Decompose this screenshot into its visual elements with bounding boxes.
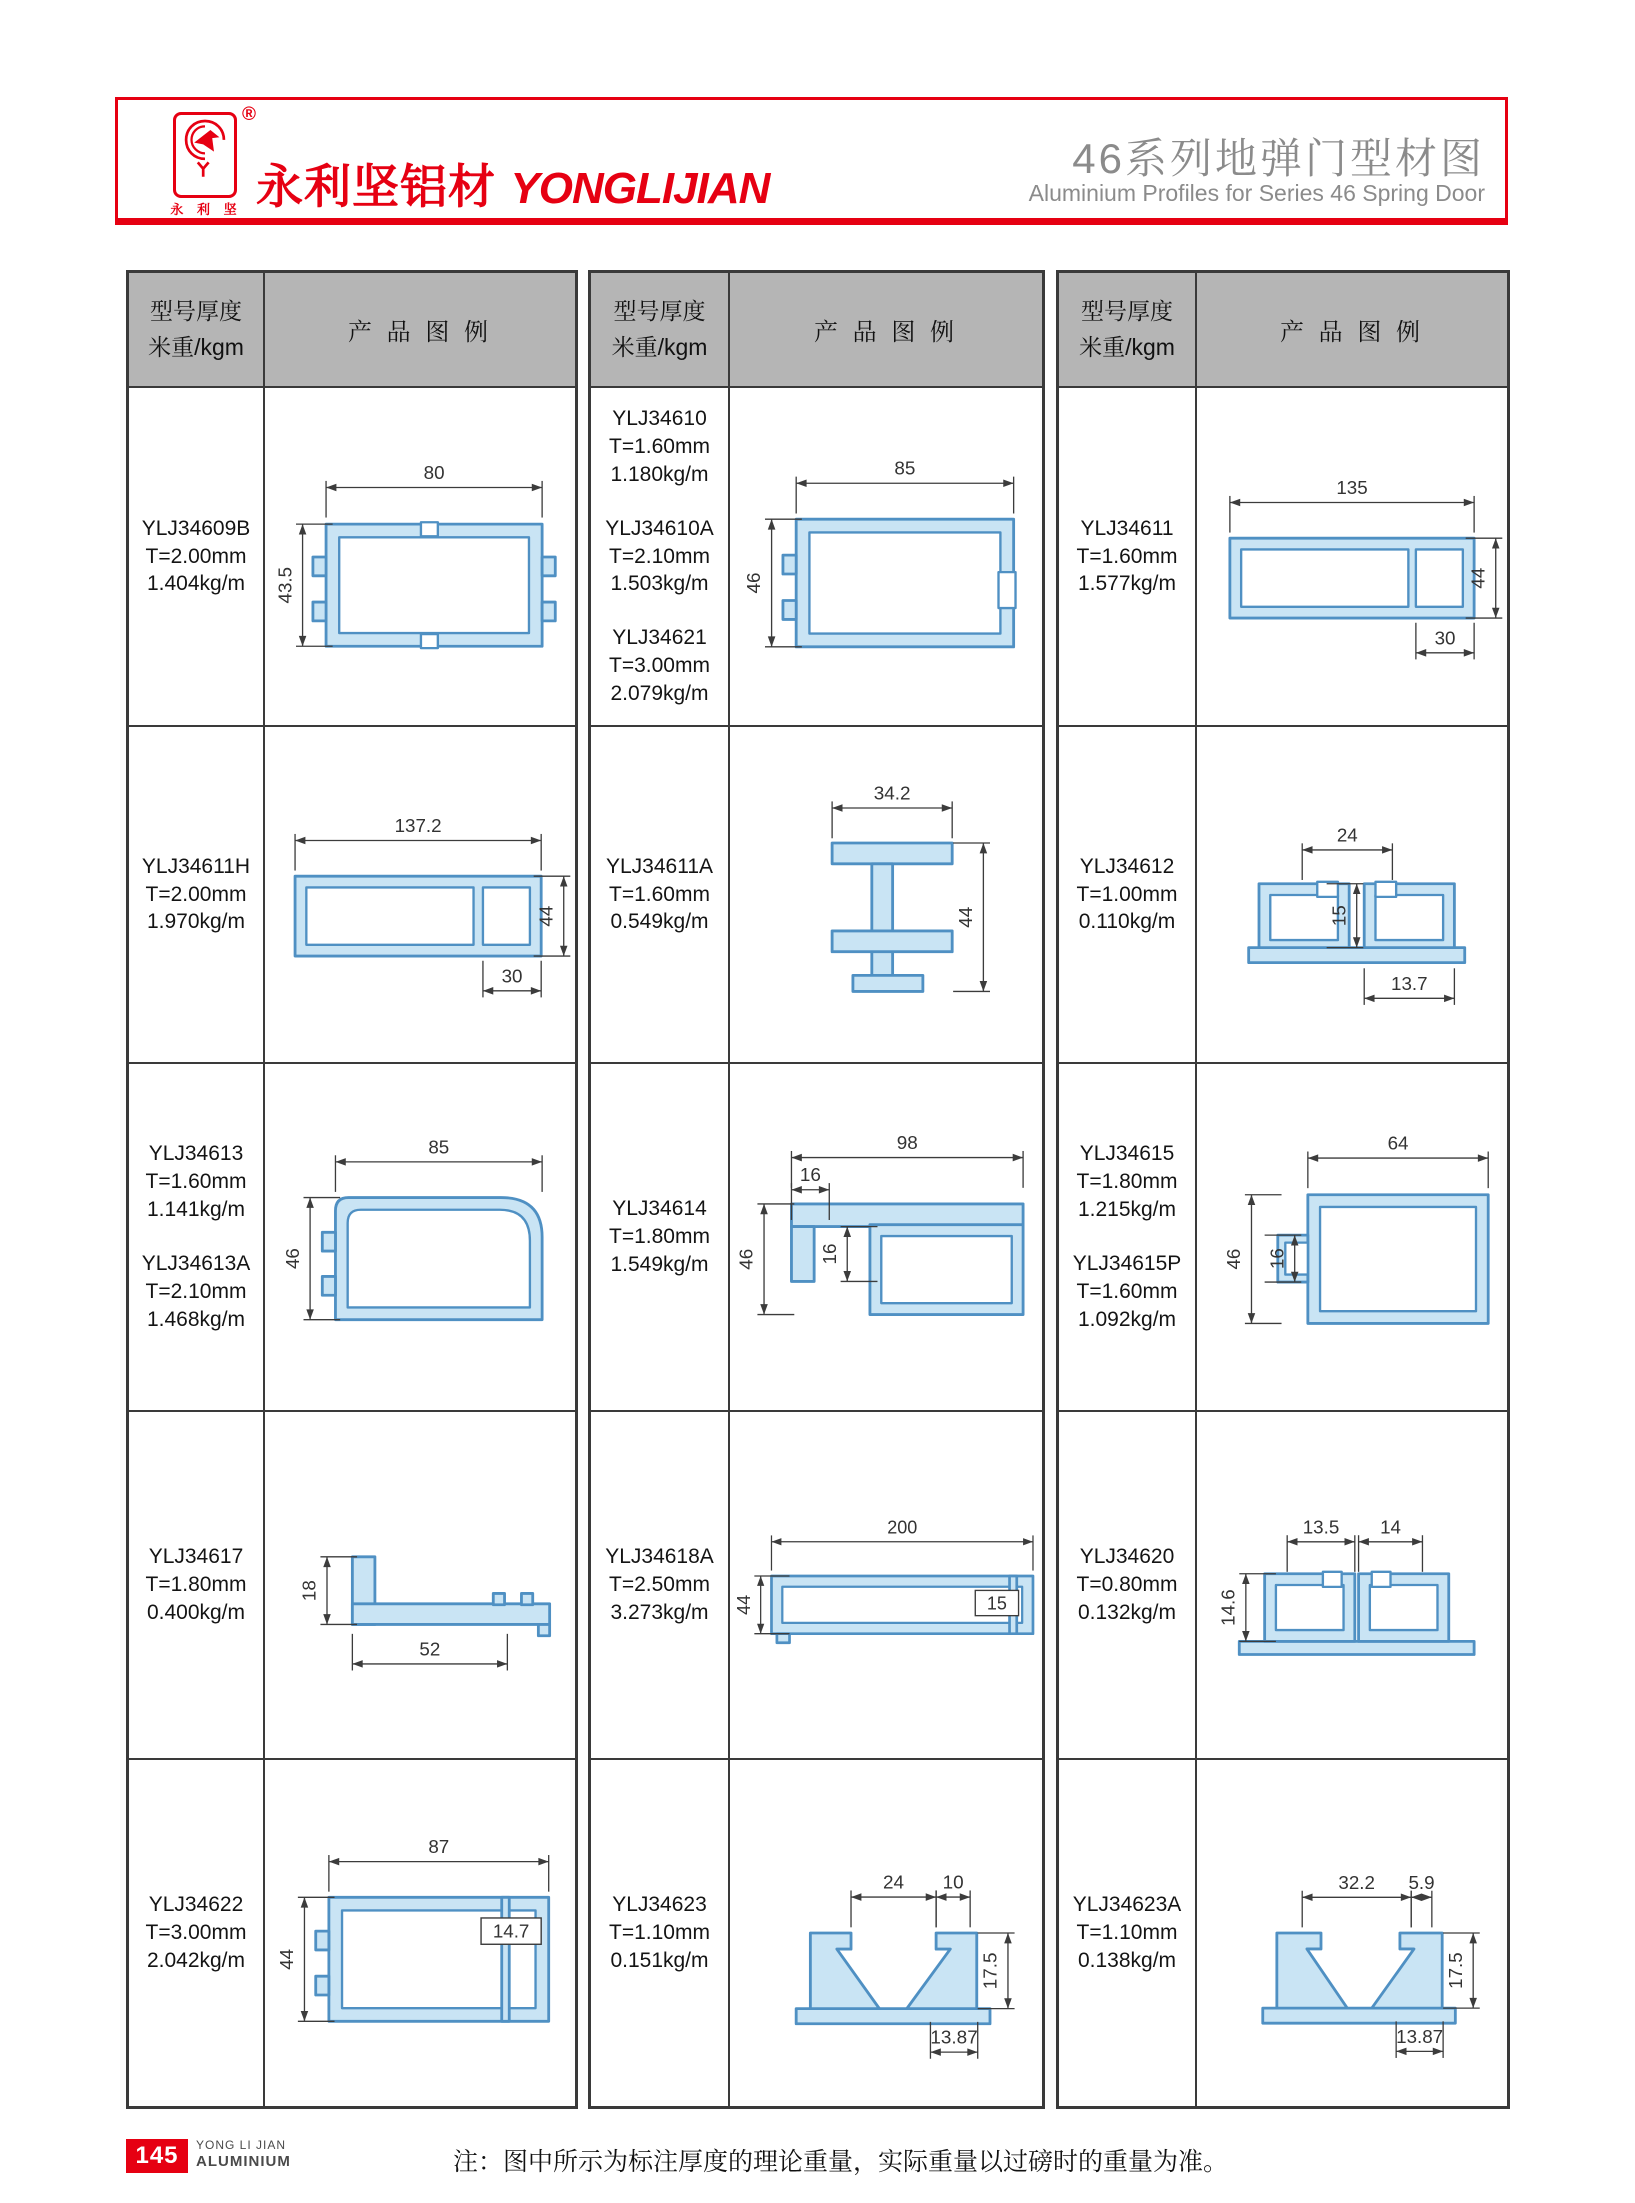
- example-header-label: 产 品 图 例: [1279, 319, 1424, 346]
- spec-header-line: 型号厚度: [613, 297, 706, 324]
- profile-drawing: [730, 1440, 1042, 1730]
- table-row: [591, 1062, 1042, 1410]
- dimension-label: 13.7: [1391, 972, 1428, 994]
- profile-table-group: [588, 270, 1045, 2109]
- dimension-label: 14.7: [492, 1920, 530, 1942]
- dimension-label: 46: [281, 1248, 303, 1270]
- spec-header-line: 型号厚度: [1081, 297, 1173, 324]
- dimension-label: 87: [428, 1836, 450, 1858]
- profile-drawing: [1197, 1092, 1507, 1382]
- model-cell: [591, 1760, 730, 2106]
- drawing-cell: [1197, 727, 1507, 1062]
- table-row: [1059, 386, 1507, 725]
- example-header-cell: [730, 273, 1042, 386]
- model-code: YLJ34613: [148, 1142, 244, 1166]
- model-thickness: T=1.80mm: [145, 1573, 247, 1597]
- model-weight: 1.468kg/m: [146, 1307, 246, 1331]
- model-weight: 0.400kg/m: [146, 1600, 246, 1624]
- model-cell: [129, 1064, 265, 1410]
- model-code: YLJ34623: [612, 1893, 707, 1917]
- dimension-label: 30: [1434, 626, 1456, 648]
- profile-table-group: [126, 270, 578, 2109]
- model-spec: [142, 853, 250, 937]
- footer-note: 注：图中所示为标注厚度的理论重量，实际重量以过磅时的重量为准。: [453, 2148, 1229, 2176]
- model-thickness: T=2.00mm: [145, 544, 247, 568]
- drawing-cell: [730, 1412, 1042, 1758]
- table-row: [1059, 1410, 1507, 1758]
- drawing-cell: [1197, 388, 1507, 725]
- dimension-label: 34.2: [873, 783, 911, 805]
- dimension-label: 16: [1266, 1248, 1288, 1270]
- table-row: [1059, 1758, 1507, 2106]
- model-weight: 1.549kg/m: [610, 1252, 709, 1276]
- example-header-cell: [1197, 273, 1507, 386]
- model-code: YLJ34609B: [141, 516, 251, 540]
- model-weight: 0.549kg/m: [610, 910, 709, 934]
- model-cell: [1059, 388, 1197, 725]
- model-thickness: T=2.00mm: [145, 882, 247, 906]
- model-code: YLJ34613A: [141, 1252, 251, 1275]
- profile-drawing: [730, 412, 1042, 702]
- drawing-cell: [265, 388, 575, 725]
- profile-drawing: [730, 1788, 1042, 2078]
- table-row: [129, 386, 575, 725]
- model-cell: [1059, 727, 1197, 1062]
- table-row: [129, 1062, 575, 1410]
- model-code: YLJ34612: [1079, 854, 1175, 878]
- model-thickness: T=1.80mm: [609, 1225, 710, 1249]
- spec-header-cell: [129, 273, 265, 386]
- model-weight: 2.079kg/m: [610, 682, 709, 706]
- dimension-label: 44: [733, 1594, 754, 1615]
- profile-drawing: [730, 750, 1042, 1040]
- model-weight: 0.138kg/m: [1077, 1948, 1177, 1972]
- table-header-row: [1059, 273, 1507, 386]
- model-code: YLJ34615P: [1072, 1252, 1182, 1275]
- dimension-label: 17.5: [980, 1952, 1002, 1990]
- model-weight: 0.151kg/m: [610, 1948, 709, 1972]
- model-weight: 1.970kg/m: [146, 910, 246, 934]
- model-weight: 1.577kg/m: [1077, 572, 1177, 596]
- model-cell: [1059, 1064, 1197, 1410]
- model-cell: [129, 388, 265, 725]
- profile-drawing: [265, 1440, 575, 1730]
- drawing-cell: [730, 727, 1042, 1062]
- table-row: [591, 1410, 1042, 1758]
- dimension-label: 135: [1336, 476, 1368, 498]
- example-header-label: 产 品 图 例: [813, 319, 958, 346]
- model-spec: [1077, 515, 1178, 599]
- model-code: YLJ34615: [1079, 1142, 1175, 1166]
- model-weight: 1.404kg/m: [146, 572, 246, 596]
- table-row: [591, 1758, 1042, 2106]
- model-weight: 1.092kg/m: [1077, 1307, 1177, 1331]
- table-row: [129, 1410, 575, 1758]
- model-weight: 1.503kg/m: [610, 572, 709, 596]
- page-number-badge: 145: [126, 2139, 188, 2173]
- table-row: [591, 725, 1042, 1062]
- registered-trademark: ®: [242, 104, 256, 125]
- dimension-label: 44: [1467, 567, 1489, 589]
- profile-drawing: [265, 1092, 575, 1382]
- dimension-label: 80: [423, 461, 445, 483]
- model-code: YLJ34614: [612, 1197, 707, 1221]
- model-cell: [1059, 1412, 1197, 1758]
- page-subtitle: Aluminium Profiles for Series 46 Spring Door: [1028, 180, 1485, 206]
- profile-table-group: [1056, 270, 1510, 2109]
- page-title: 46系列地弹门型材图: [1072, 135, 1485, 182]
- dimension-label: 44: [276, 1948, 298, 1970]
- model-cell: [591, 1064, 730, 1410]
- table-header-row: [129, 273, 575, 386]
- drawing-cell: [1197, 1412, 1507, 1758]
- drawing-cell: [265, 1064, 575, 1410]
- spec-header-line: 型号厚度: [150, 297, 242, 324]
- spec-header-cell: [591, 273, 730, 386]
- dimension-label: 98: [896, 1133, 918, 1155]
- model-spec: [146, 1140, 247, 1224]
- model-code: YLJ34617: [148, 1545, 244, 1569]
- dimension-label: 15: [1328, 904, 1350, 926]
- profile-drawing: [265, 1788, 575, 2078]
- model-cell: [129, 727, 265, 1062]
- model-code: YLJ34610: [612, 406, 707, 430]
- model-cell: [591, 388, 730, 725]
- model-thickness: T=1.60mm: [1076, 1279, 1178, 1303]
- dimension-label: 15: [986, 1593, 1007, 1614]
- model-thickness: T=1.80mm: [1076, 1170, 1178, 1194]
- model-spec: [146, 1543, 247, 1627]
- drawing-cell: [730, 388, 1042, 725]
- model-thickness: T=1.10mm: [1076, 1921, 1178, 1945]
- model-code: YLJ34618A: [605, 1545, 714, 1569]
- dimension-label: 13.87: [1396, 2025, 1444, 2047]
- profile-drawing: [265, 750, 575, 1040]
- model-spec: [606, 853, 713, 937]
- model-cell: [129, 1760, 265, 2106]
- model-thickness: T=1.60mm: [609, 434, 710, 458]
- dimension-label: 24: [1336, 823, 1358, 845]
- spec-header-line: 米重/kgm: [148, 333, 244, 360]
- model-weight: 2.042kg/m: [146, 1948, 246, 1972]
- drawing-cell: [265, 1760, 575, 2106]
- model-spec: [605, 515, 714, 599]
- model-code: YLJ34611: [1080, 516, 1174, 540]
- model-spec: [142, 515, 251, 599]
- dimension-label: 16: [799, 1165, 821, 1187]
- model-weight: 1.141kg/m: [146, 1198, 246, 1222]
- profile-drawing: [1197, 750, 1507, 1040]
- example-header-label: 产 品 图 例: [347, 319, 492, 346]
- model-spec: [146, 1891, 247, 1975]
- example-header-cell: [265, 273, 575, 386]
- table-row: [591, 386, 1042, 725]
- dimension-label: 44: [956, 906, 978, 928]
- model-spec: [609, 624, 710, 708]
- model-spec: [1073, 1891, 1182, 1975]
- model-cell: [591, 1412, 730, 1758]
- spec-header-cell: [1059, 273, 1197, 386]
- model-code: YLJ34610A: [605, 516, 714, 540]
- model-spec: [1073, 1250, 1182, 1334]
- table-row: [1059, 725, 1507, 1062]
- dimension-label: 64: [1387, 1132, 1409, 1154]
- dimension-label: 13.87: [930, 2027, 978, 2049]
- model-code: YLJ34611H: [141, 854, 251, 878]
- table-row: [1059, 1062, 1507, 1410]
- model-code: YLJ34623A: [1072, 1893, 1182, 1917]
- profile-drawing: [1197, 1440, 1507, 1730]
- page-header: [115, 97, 1508, 225]
- model-spec: [605, 1543, 714, 1627]
- spec-header-line: 米重/kgm: [611, 333, 708, 360]
- model-spec: [609, 1891, 710, 1975]
- dimension-label: 46: [744, 571, 766, 594]
- model-weight: 1.215kg/m: [1077, 1198, 1177, 1222]
- dimension-label: 46: [1223, 1248, 1245, 1270]
- profile-drawing: [730, 1092, 1042, 1382]
- drawing-cell: [730, 1760, 1042, 2106]
- model-thickness: T=2.10mm: [145, 1279, 247, 1303]
- drawing-cell: [265, 727, 575, 1062]
- model-thickness: T=2.50mm: [609, 1573, 710, 1597]
- dimension-label: 85: [428, 1136, 450, 1158]
- model-code: YLJ34611A: [605, 854, 714, 878]
- model-thickness: T=1.00mm: [1076, 882, 1178, 906]
- model-spec: [609, 405, 710, 489]
- model-spec: [1077, 1140, 1178, 1224]
- dimension-label: 13.5: [1302, 1516, 1340, 1538]
- model-thickness: T=0.80mm: [1076, 1573, 1178, 1597]
- model-thickness: T=1.60mm: [145, 1170, 247, 1194]
- model-thickness: T=3.00mm: [145, 1921, 247, 1945]
- drawing-cell: [1197, 1760, 1507, 2106]
- model-spec: [1077, 853, 1178, 937]
- brand-logo-icon: [173, 112, 237, 198]
- drawing-cell: [1197, 1064, 1507, 1410]
- table-header-row: [591, 273, 1042, 386]
- dimension-label: 10: [942, 1872, 964, 1894]
- dimension-label: 32.2: [1338, 1871, 1375, 1893]
- model-thickness: T=1.10mm: [609, 1921, 710, 1945]
- model-spec: [1077, 1543, 1178, 1627]
- profile-drawing: [1197, 1788, 1507, 2078]
- dimension-label: 14.6: [1217, 1589, 1239, 1626]
- model-cell: [129, 1412, 265, 1758]
- model-code: YLJ34622: [148, 1893, 244, 1917]
- dimension-label: 17.5: [1444, 1952, 1466, 1989]
- dimension-label: 18: [298, 1580, 320, 1602]
- profile-table: [126, 270, 1510, 2109]
- drawing-cell: [265, 1412, 575, 1758]
- model-code: YLJ34621: [612, 626, 707, 650]
- model-cell: [1059, 1760, 1197, 2106]
- model-code: YLJ34620: [1079, 1545, 1175, 1569]
- spec-header-line: 米重/kgm: [1079, 333, 1175, 360]
- drawing-cell: [730, 1064, 1042, 1410]
- model-spec: [142, 1250, 251, 1334]
- dimension-label: 44: [535, 905, 557, 927]
- model-weight: 0.132kg/m: [1077, 1600, 1177, 1624]
- footer-brand: [196, 2139, 291, 2170]
- model-spec: [609, 1195, 710, 1279]
- model-thickness: T=2.10mm: [609, 544, 710, 568]
- brand-name-cn: 永利坚铝材: [256, 160, 496, 213]
- dimension-label: 24: [883, 1872, 905, 1894]
- brand-name-en: YONGLIJIAN: [510, 164, 770, 213]
- model-thickness: T=1.60mm: [609, 882, 710, 906]
- profile-drawing: [265, 412, 575, 702]
- model-thickness: T=3.00mm: [609, 654, 710, 678]
- brand-name: [256, 150, 769, 217]
- dimension-label: 200: [887, 1517, 918, 1538]
- logo-caption: 永 利 坚: [170, 202, 242, 217]
- table-row: [129, 1758, 575, 2106]
- model-weight: 0.110kg/m: [1078, 910, 1176, 934]
- dimension-label: 52: [419, 1638, 441, 1660]
- footer-brand-line2: ALUMINIUM: [196, 2152, 291, 2170]
- dimension-label: 43.5: [274, 566, 296, 603]
- dimension-label: 137.2: [394, 814, 442, 836]
- dimension-label: 5.9: [1408, 1871, 1435, 1893]
- dimension-label: 16: [819, 1243, 841, 1265]
- footer-brand-line1: YONG LI JIAN: [196, 2138, 287, 2152]
- dimension-label: 85: [894, 458, 916, 480]
- dimension-label: 46: [736, 1248, 758, 1270]
- model-thickness: T=1.60mm: [1076, 544, 1178, 568]
- dimension-label: 14: [1380, 1516, 1401, 1538]
- model-cell: [591, 727, 730, 1062]
- profile-drawing: [1197, 412, 1507, 702]
- dimension-label: 30: [501, 964, 523, 986]
- table-row: [129, 725, 575, 1062]
- model-weight: 1.180kg/m: [610, 462, 709, 486]
- model-weight: 3.273kg/m: [610, 1600, 709, 1624]
- logo-bird-icon: [178, 115, 232, 181]
